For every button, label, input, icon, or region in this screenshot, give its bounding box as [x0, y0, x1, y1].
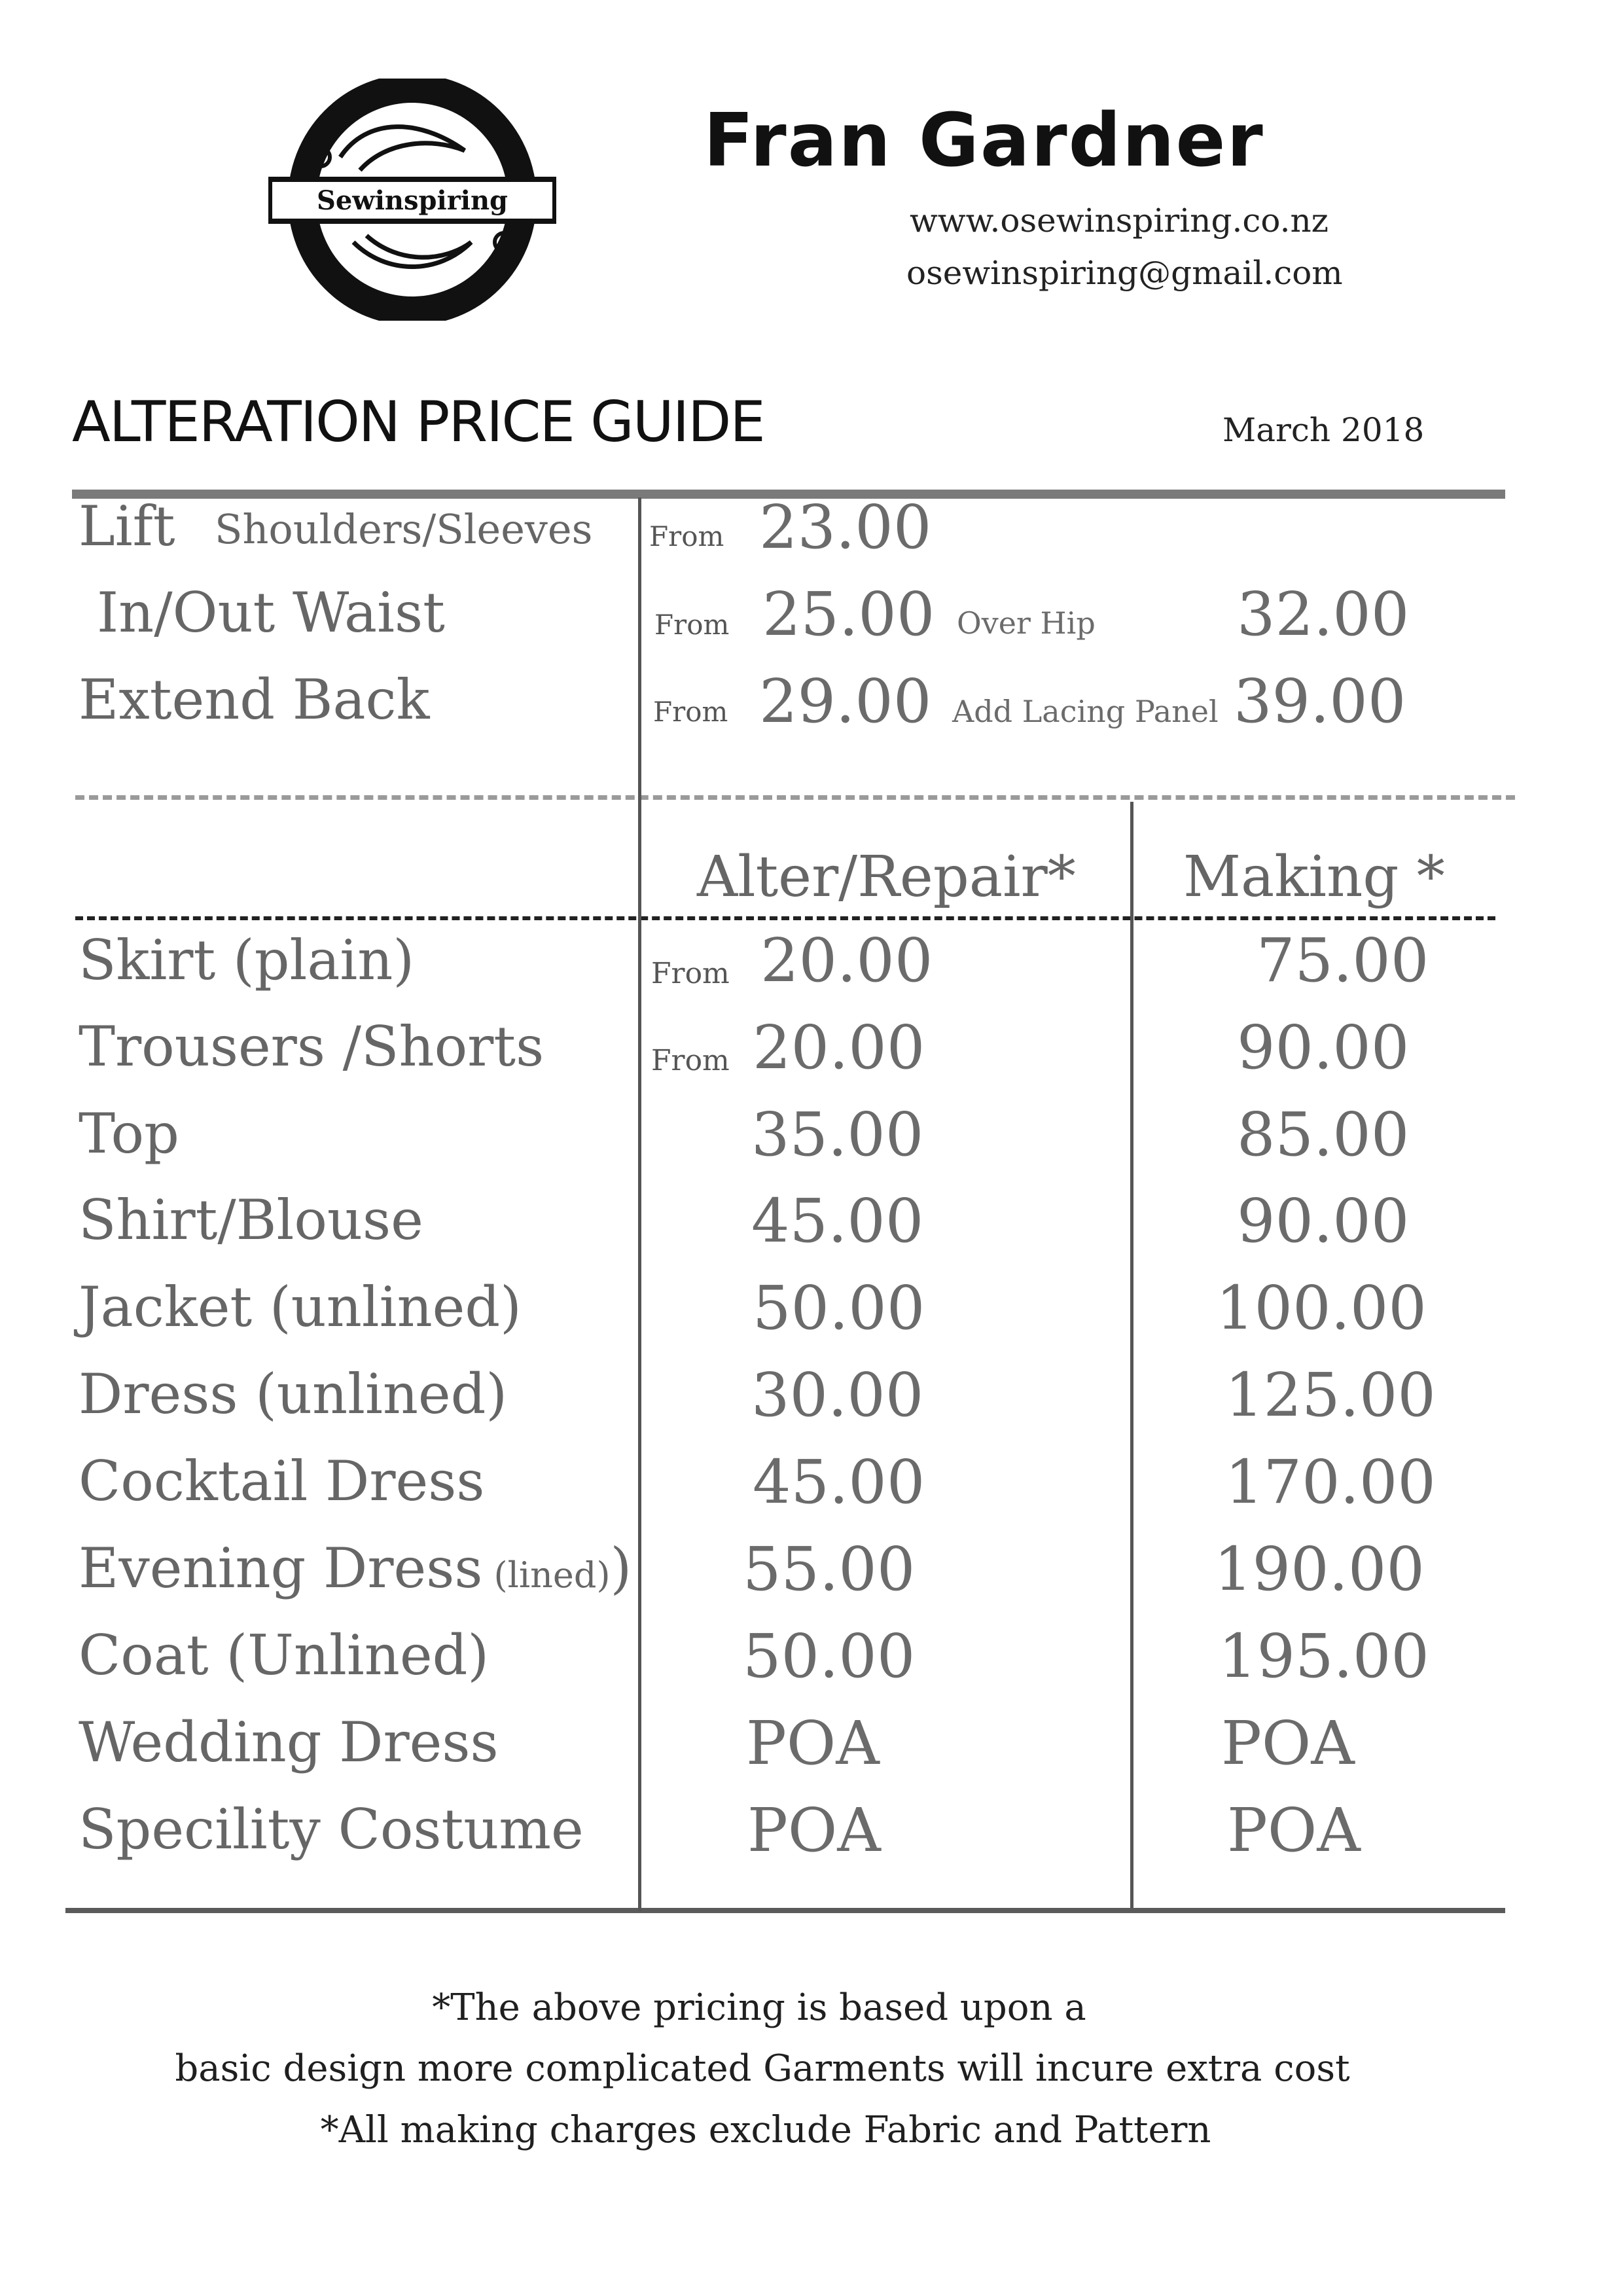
price-value: 25.00 — [762, 579, 935, 649]
garment-label: Dress (unlined) — [79, 1362, 508, 1426]
column-header-alter-repair: Alter/Repair* — [697, 844, 1076, 910]
alter-price: 35.00 — [751, 1100, 924, 1170]
garment-label: Skirt (plain) — [79, 928, 415, 992]
garment-label: Shirt/Blouse — [79, 1188, 423, 1252]
garment-label-note: (lined) — [493, 1554, 611, 1596]
row-sublabel: Shoulders/Sleeves — [215, 505, 593, 553]
website-text: www.osewinspiring.co.nz — [910, 202, 1329, 240]
from-label: From — [653, 696, 728, 728]
making-price: 190.00 — [1214, 1534, 1425, 1604]
garment-label: Top — [79, 1102, 179, 1166]
footer-line-1: *The above pricing is based upon a — [432, 1986, 1086, 2029]
alter-price: POA — [747, 1795, 881, 1865]
alter-price: POA — [746, 1708, 880, 1778]
making-price: 195.00 — [1219, 1621, 1429, 1691]
alter-price: 20.00 — [753, 1013, 925, 1083]
garment-label: Specility Costume — [79, 1797, 584, 1861]
garment-label-main: Evening Dress — [79, 1536, 483, 1600]
extra-label: Over Hip — [957, 605, 1096, 641]
footer-line-2: basic design more complicated Garments will incure extra cost — [175, 2047, 1350, 2090]
alter-price: 50.00 — [743, 1621, 916, 1691]
left-column-divider — [638, 497, 641, 1911]
extra-price: 32.00 — [1237, 579, 1410, 649]
price-value: 29.00 — [759, 666, 932, 736]
from-label: From — [654, 609, 730, 641]
price-value: 23.00 — [759, 492, 932, 562]
column-header-making: Making * — [1183, 844, 1445, 910]
svg-text:Sewinspiring: Sewinspiring — [316, 185, 508, 216]
making-price: 90.00 — [1237, 1013, 1410, 1083]
garment-label: Jacket (unlined) — [79, 1275, 522, 1339]
making-price: 90.00 — [1237, 1186, 1410, 1256]
garment-label-paren: ) — [610, 1536, 632, 1600]
from-label: From — [651, 1044, 730, 1077]
date-text: March 2018 — [1222, 411, 1425, 449]
alter-price: 20.00 — [760, 925, 933, 996]
garment-label: Trousers /Shorts — [79, 1014, 544, 1079]
extra-price: 39.00 — [1234, 666, 1406, 736]
making-price: 170.00 — [1225, 1447, 1436, 1517]
making-price: POA — [1221, 1708, 1355, 1778]
alter-price: 45.00 — [751, 1186, 924, 1256]
from-label: From — [651, 957, 730, 990]
footer-line-3: *All making charges exclude Fabric and Pattern — [320, 2109, 1211, 2151]
alter-price: 55.00 — [743, 1534, 916, 1604]
garment-label: Wedding Dress — [79, 1710, 499, 1774]
garment-label — [79, 1536, 632, 1600]
right-column-divider — [1130, 802, 1133, 1908]
making-price: POA — [1227, 1795, 1361, 1865]
alter-price: 45.00 — [753, 1447, 925, 1517]
section-divider — [75, 795, 1515, 800]
making-price: 75.00 — [1257, 925, 1429, 996]
row-label: Extend Back — [79, 668, 430, 732]
alter-price: 50.00 — [753, 1273, 925, 1343]
row-label: Lift — [79, 494, 175, 558]
making-price: 85.00 — [1237, 1100, 1410, 1170]
garment-label: Cocktail Dress — [79, 1449, 485, 1513]
business-name: Fran Gardner — [704, 98, 1264, 183]
from-label: From — [649, 520, 724, 552]
sewinspiring-logo — [268, 79, 556, 321]
header-underline — [75, 916, 1495, 920]
email-text: osewinspiring@gmail.com — [906, 254, 1343, 292]
garment-label: Coat (Unlined) — [79, 1623, 490, 1687]
row-label: In/Out Waist — [97, 581, 445, 645]
table-bottom-rule — [65, 1908, 1505, 1913]
extra-label: Add Lacing Panel — [952, 694, 1219, 729]
making-price: 100.00 — [1216, 1273, 1427, 1343]
making-price: 125.00 — [1225, 1360, 1436, 1430]
alter-price: 30.00 — [751, 1360, 924, 1430]
page-title: ALTERATION PRICE GUIDE — [72, 389, 764, 455]
